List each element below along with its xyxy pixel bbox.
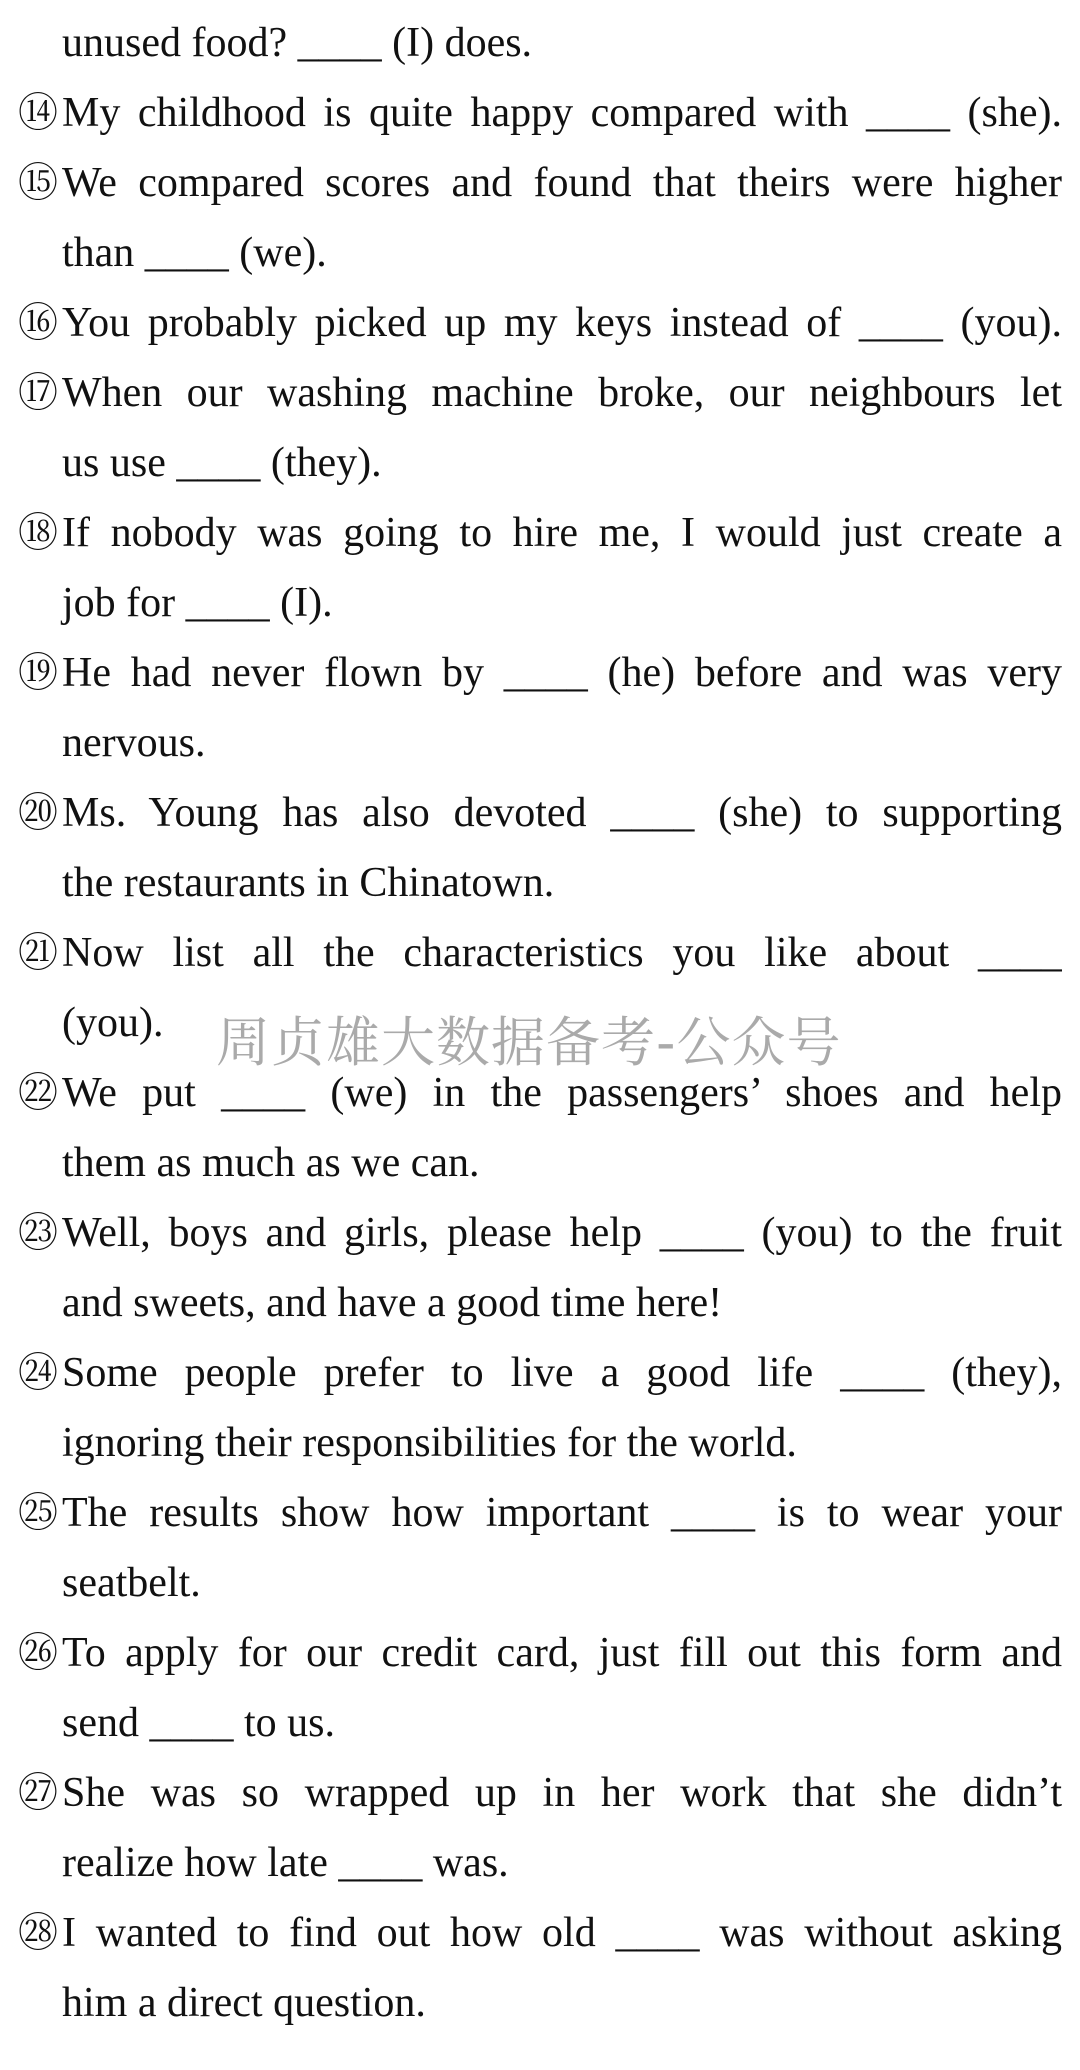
exercise-continuation-line: realize how late ____ was. xyxy=(62,1840,509,1886)
exercise-continuation-line: them as much as we can. xyxy=(62,1140,480,1186)
item-text: When our washing machine broke, our neighbours let xyxy=(62,370,1062,416)
exercise-continuation-line: than ____ (we). xyxy=(62,230,327,276)
item-text: We compared scores and found that theirs were higher xyxy=(62,160,1062,206)
exercise-item xyxy=(18,498,1062,568)
item-number: ㉘ xyxy=(18,1910,58,1955)
item-text: You probably picked up my keys instead of ____ (you). xyxy=(62,300,1062,346)
item-number: ⑳ xyxy=(18,790,58,835)
exercise-item xyxy=(18,1478,1062,1548)
item-text: Now list all the characteristics you like about ____ xyxy=(62,930,1062,976)
item-text: The results show how important ____ is to wear your xyxy=(62,1490,1062,1536)
exercise-continuation-line: seatbelt. xyxy=(62,1560,201,1606)
exercise-item xyxy=(18,1198,1062,1268)
exercise-item xyxy=(18,358,1062,428)
exercise-item xyxy=(18,778,1062,848)
exercise-item xyxy=(18,1618,1062,1688)
item-number: ㉓ xyxy=(18,1210,58,1255)
exercise-continuation-line: and sweets, and have a good time here! xyxy=(62,1280,723,1326)
exercise-continuation-line: ignoring their responsibilities for the world. xyxy=(62,1420,797,1466)
exercise-item xyxy=(18,1338,1062,1408)
exercise-item xyxy=(18,918,1062,988)
exercise-item xyxy=(18,78,1062,148)
item-text: My childhood is quite happy compared with ____ (she). xyxy=(62,90,1062,136)
item-number: ㉔ xyxy=(18,1350,58,1395)
item-number: ⑲ xyxy=(18,650,58,695)
watermark: 周贞雄大数据备考-公众号 xyxy=(216,1011,842,1074)
exercise-continuation-line: nervous. xyxy=(62,720,206,766)
item-number: ㉒ xyxy=(18,1070,58,1115)
item-text: She was so wrapped up in her work that she didn’t xyxy=(62,1770,1062,1816)
item-text: Well, boys and girls, please help ____ (you) to the fruit xyxy=(62,1210,1062,1256)
item-text: Some people prefer to live a good life ____ (they), xyxy=(62,1350,1062,1396)
exercise-item xyxy=(18,638,1062,708)
exercise-continuation-line: him a direct question. xyxy=(62,1980,426,2026)
exercise-item xyxy=(18,288,1062,358)
item-text: I wanted to find out how old ____ was without asking xyxy=(62,1910,1062,1956)
exercise-continuation-line: unused food? ____ (I) does. xyxy=(62,20,533,66)
item-number: ⑰ xyxy=(18,370,58,415)
item-number: ⑮ xyxy=(18,160,58,205)
exercise-continuation-line: the restaurants in Chinatown. xyxy=(62,860,555,906)
item-number: ⑯ xyxy=(18,300,58,345)
item-number: ⑱ xyxy=(18,510,58,555)
exercise-item xyxy=(18,1758,1062,1828)
item-number: ⑭ xyxy=(18,90,58,135)
exercise-item xyxy=(18,148,1062,218)
exercise-continuation-line: us use ____ (they). xyxy=(62,440,382,486)
item-number: ㉖ xyxy=(18,1630,58,1675)
item-text: To apply for our credit card, just fill out this form and xyxy=(62,1630,1062,1676)
item-number: ㉕ xyxy=(18,1490,58,1535)
exercise-continuation-line: job for ____ (I). xyxy=(62,580,333,626)
exercise-continuation-line: (you). xyxy=(62,1000,164,1046)
item-text: He had never flown by ____ (he) before and was very xyxy=(62,650,1062,696)
exercise-continuation-line: send ____ to us. xyxy=(62,1700,335,1746)
exercise-item xyxy=(18,1898,1062,1968)
item-text: Ms. Young has also devoted ____ (she) to supporting xyxy=(62,790,1062,836)
item-number: ㉗ xyxy=(18,1770,58,1815)
item-text: If nobody was going to hire me, I would just create a xyxy=(62,510,1062,556)
item-text: We put ____ (we) in the passengers’ shoes and help xyxy=(62,1070,1062,1116)
item-number: ㉑ xyxy=(18,930,58,975)
